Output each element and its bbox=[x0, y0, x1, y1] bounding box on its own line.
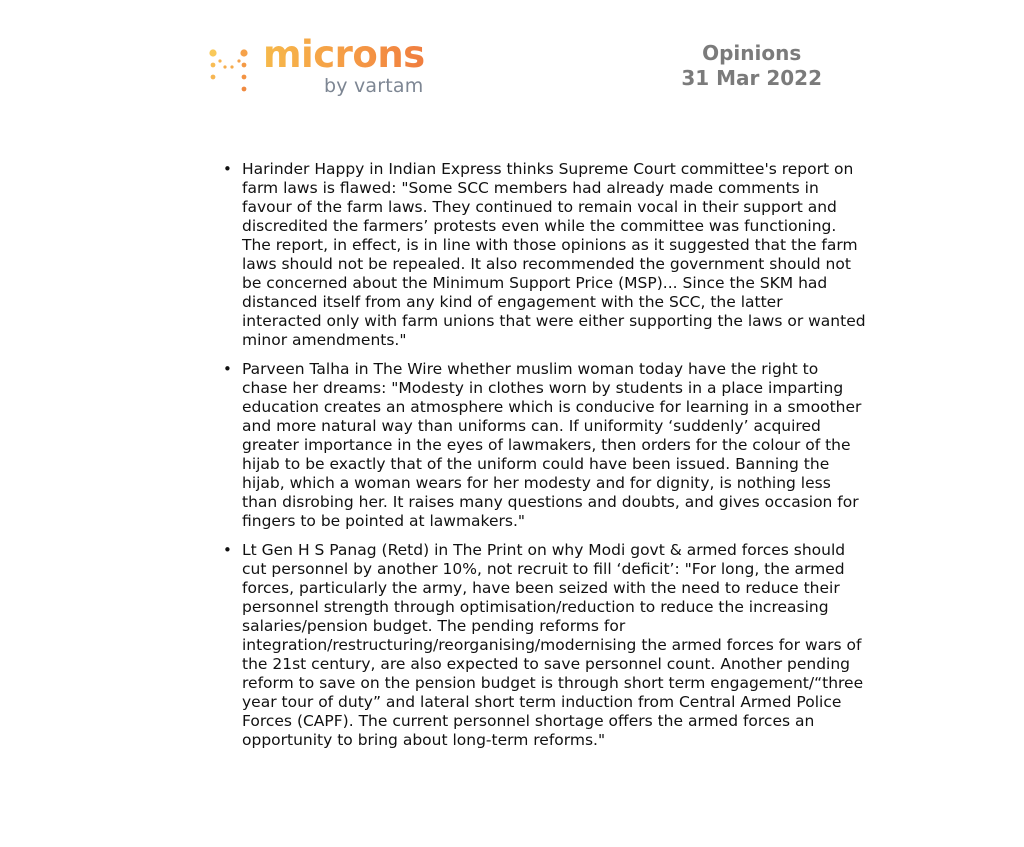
bullet-icon: • bbox=[223, 360, 232, 378]
dot-matrix-logo-icon bbox=[208, 46, 254, 96]
logo-wordmark: microns bbox=[263, 33, 425, 76]
section-title: Opinions bbox=[702, 41, 802, 65]
opinion-list bbox=[202, 160, 866, 760]
logo-tagline: by vartam bbox=[324, 75, 424, 97]
page-meta bbox=[681, 41, 822, 91]
list-item bbox=[223, 541, 866, 750]
list-item-text: Parveen Talha in The Wire whether muslim woman today have the right to chase her dreams: "Modesty in clothes worn by students in a place imparting education creates an atmosphere which is conducive for learning in a smoother and more natural way than uniforms can. If uniformity ‘suddenly’ acquired greater importance in the eyes of lawmakers, then orders for the colour of the hijab to be exactly that of the uniform could have been issued. Banning the hijab, which a woman wears for her modesty and for dignity, is nothing less than disrobing her. It raises many questions and doubts, and gives occasion for fingers to be pointed at lawmakers." bbox=[242, 360, 862, 530]
header bbox=[206, 33, 824, 106]
list-item-text: Harinder Happy in Indian Express thinks Supreme Court committee's report on farm laws is flawed: "Some SCC members had already made comments in favour of the farm laws. They continued to remain vocal in their support and discredited the farmers’ protests even while the committee was functioning. The report, in effect, is in line with those opinions as it suggested that the farm laws should not be repealed. It also recommended the government should not be concerned about the Minimum Support Price (MSP)... Since the SKM had distanced itself from any kind of engagement with the SCC, the latter interacted only with farm unions that were either supporting the laws or wanted minor amendments." bbox=[242, 160, 866, 349]
bullet-icon: • bbox=[223, 541, 232, 559]
issue-date: 31 Mar 2022 bbox=[681, 66, 822, 90]
list-item-text: Lt Gen H S Panag (Retd) in The Print on why Modi govt & armed forces should cut personnel by another 10%, not recruit to fill ‘deficit’: "For long, the armed forces, particularly the army, have been seized with the need to reduce their personnel strength through optimisation/reduction to reduce the increasing salaries/pension budget. The pending reforms for integration/restructuring/reorganising/modernising the armed forces for wars of the 21st century, are also expected to save personnel count. Another pending reform to save on the pension budget is through short term engagement/“three year tour of duty” and lateral short term induction from Central Armed Police Forces (CAPF). The current personnel shortage offers the armed forces an opportunity to bring about long-term reforms." bbox=[242, 541, 864, 749]
microns-logo[interactable] bbox=[206, 33, 436, 104]
bullet-icon: • bbox=[223, 160, 232, 178]
list-item bbox=[223, 160, 866, 350]
list-item bbox=[223, 360, 866, 531]
